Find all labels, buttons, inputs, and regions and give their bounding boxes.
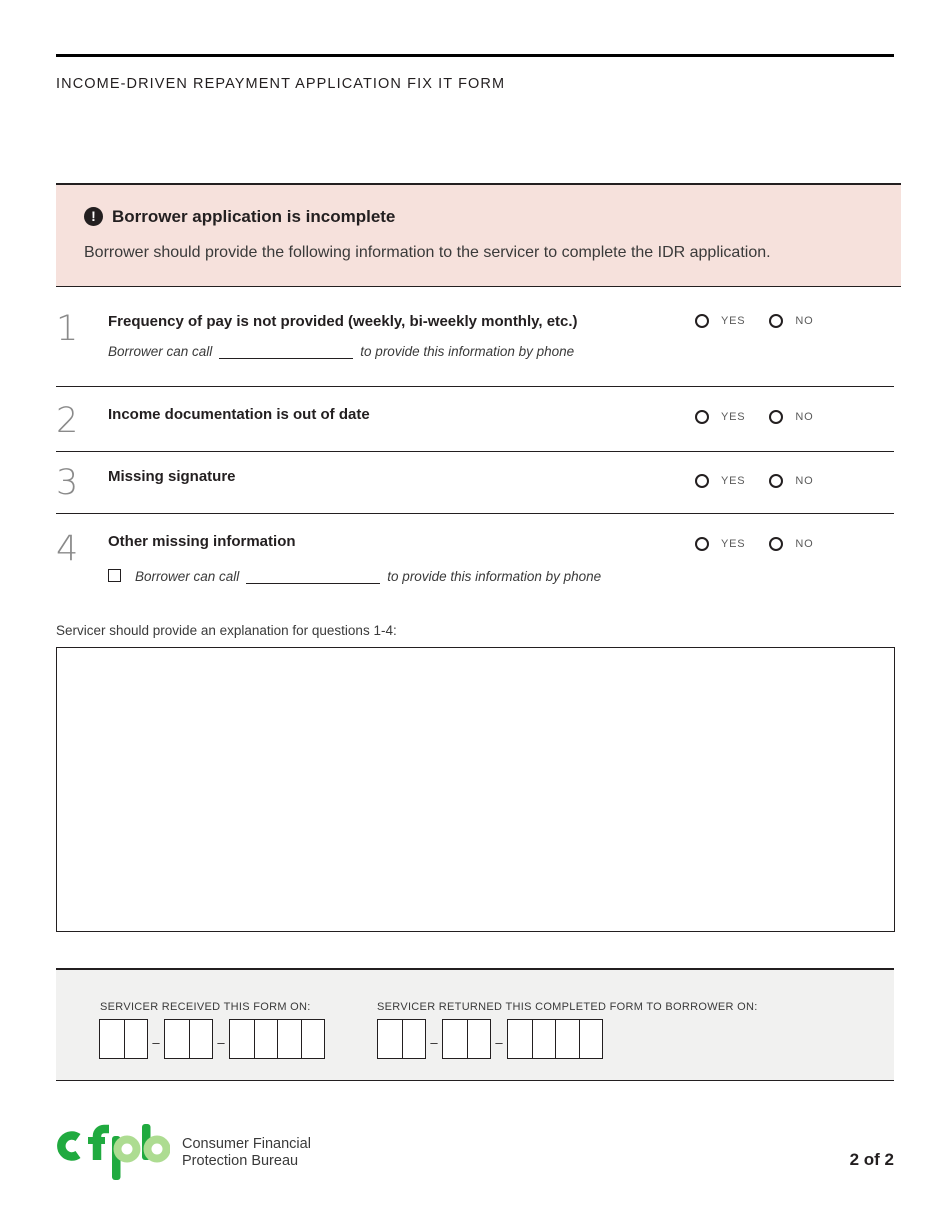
agency-name (182, 1136, 311, 1170)
yes-label: YES (721, 475, 746, 487)
yes-radio[interactable] (695, 474, 709, 488)
day-boxes[interactable] (164, 1019, 213, 1059)
question-text: Income documentation is out of date (108, 406, 370, 423)
question-4 (56, 514, 894, 604)
agency-name-line-1: Consumer Financial (182, 1136, 311, 1152)
received-date-label: SERVICER RECEIVED THIS FORM ON: (100, 1001, 311, 1013)
yes-label: YES (721, 315, 746, 327)
digit-box[interactable] (467, 1020, 491, 1058)
digit-box[interactable] (508, 1020, 532, 1058)
top-rule (56, 54, 894, 57)
question-text: Other missing information (108, 533, 296, 550)
digit-box[interactable] (277, 1020, 301, 1058)
digit-box[interactable] (124, 1020, 148, 1058)
digit-box[interactable] (230, 1020, 254, 1058)
phone-suffix: to provide this information by phone (360, 344, 575, 359)
phone-prefix: Borrower can call (135, 569, 240, 584)
digit-box[interactable] (402, 1020, 426, 1058)
alert-body: Borrower should provide the following information to the servicer to complete the IDR application. (84, 244, 771, 261)
no-label: NO (795, 538, 814, 550)
returned-date-label: SERVICER RETURNED THIS COMPLETED FORM TO BORROWER ON: (377, 1001, 758, 1013)
incomplete-alert (56, 183, 901, 287)
yes-no-group (695, 314, 814, 328)
no-radio[interactable] (769, 410, 783, 424)
question-number: 3 (56, 463, 79, 503)
question-1 (56, 287, 894, 387)
digit-box[interactable] (165, 1020, 189, 1058)
explanation-textarea[interactable] (56, 647, 895, 932)
no-radio[interactable] (769, 537, 783, 551)
question-text: Frequency of pay is not provided (weekly, bi-weekly monthly, etc.) (108, 313, 578, 330)
phone-prefix: Borrower can call (108, 344, 213, 359)
date-separator: – (217, 1034, 225, 1050)
month-boxes[interactable] (99, 1019, 148, 1059)
question-number: 1 (56, 309, 79, 349)
cfpb-logo (56, 1124, 170, 1182)
date-separator: – (152, 1034, 160, 1050)
phone-number-field[interactable] (219, 345, 353, 359)
day-boxes[interactable] (442, 1019, 491, 1059)
digit-box[interactable] (189, 1020, 213, 1058)
question-text: Missing signature (108, 468, 236, 485)
dates-section (56, 968, 894, 1081)
explanation-label: Servicer should provide an explanation for questions 1-4: (56, 623, 397, 638)
digit-box[interactable] (443, 1020, 467, 1058)
month-boxes[interactable] (377, 1019, 426, 1059)
digit-box[interactable] (378, 1020, 402, 1058)
page-number: 2 of 2 (849, 1150, 894, 1169)
no-radio[interactable] (769, 314, 783, 328)
form-title: INCOME-DRIVEN REPAYMENT APPLICATION FIX IT FORM (56, 76, 506, 92)
exclamation-icon: ! (84, 207, 103, 226)
question-3 (56, 452, 894, 514)
alert-heading: Borrower application is incomplete (112, 207, 396, 226)
digit-box[interactable] (532, 1020, 556, 1058)
yes-no-group (695, 474, 814, 488)
digit-box[interactable] (100, 1020, 124, 1058)
date-separator: – (430, 1034, 438, 1050)
digit-box[interactable] (254, 1020, 278, 1058)
question-2 (56, 387, 894, 452)
phone-line (108, 569, 601, 584)
call-checkbox[interactable] (108, 569, 121, 582)
phone-suffix: to provide this information by phone (387, 569, 602, 584)
year-boxes[interactable] (229, 1019, 325, 1059)
digit-box[interactable] (301, 1020, 325, 1058)
agency-name-line-2: Protection Bureau (182, 1153, 299, 1169)
yes-radio[interactable] (695, 314, 709, 328)
date-separator: – (495, 1034, 503, 1050)
yes-radio[interactable] (695, 410, 709, 424)
received-date-input (99, 1019, 325, 1059)
question-number: 2 (56, 401, 79, 441)
yes-no-group (695, 537, 814, 551)
yes-label: YES (721, 411, 746, 423)
year-boxes[interactable] (507, 1019, 603, 1059)
no-label: NO (795, 315, 814, 327)
digit-box[interactable] (579, 1020, 603, 1058)
no-label: NO (795, 411, 814, 423)
yes-label: YES (721, 538, 746, 550)
yes-radio[interactable] (695, 537, 709, 551)
digit-box[interactable] (555, 1020, 579, 1058)
question-number: 4 (56, 529, 79, 569)
no-radio[interactable] (769, 474, 783, 488)
phone-number-field[interactable] (246, 570, 380, 584)
no-label: NO (795, 475, 814, 487)
returned-date-input (377, 1019, 603, 1059)
phone-line (108, 344, 574, 359)
yes-no-group (695, 410, 814, 424)
